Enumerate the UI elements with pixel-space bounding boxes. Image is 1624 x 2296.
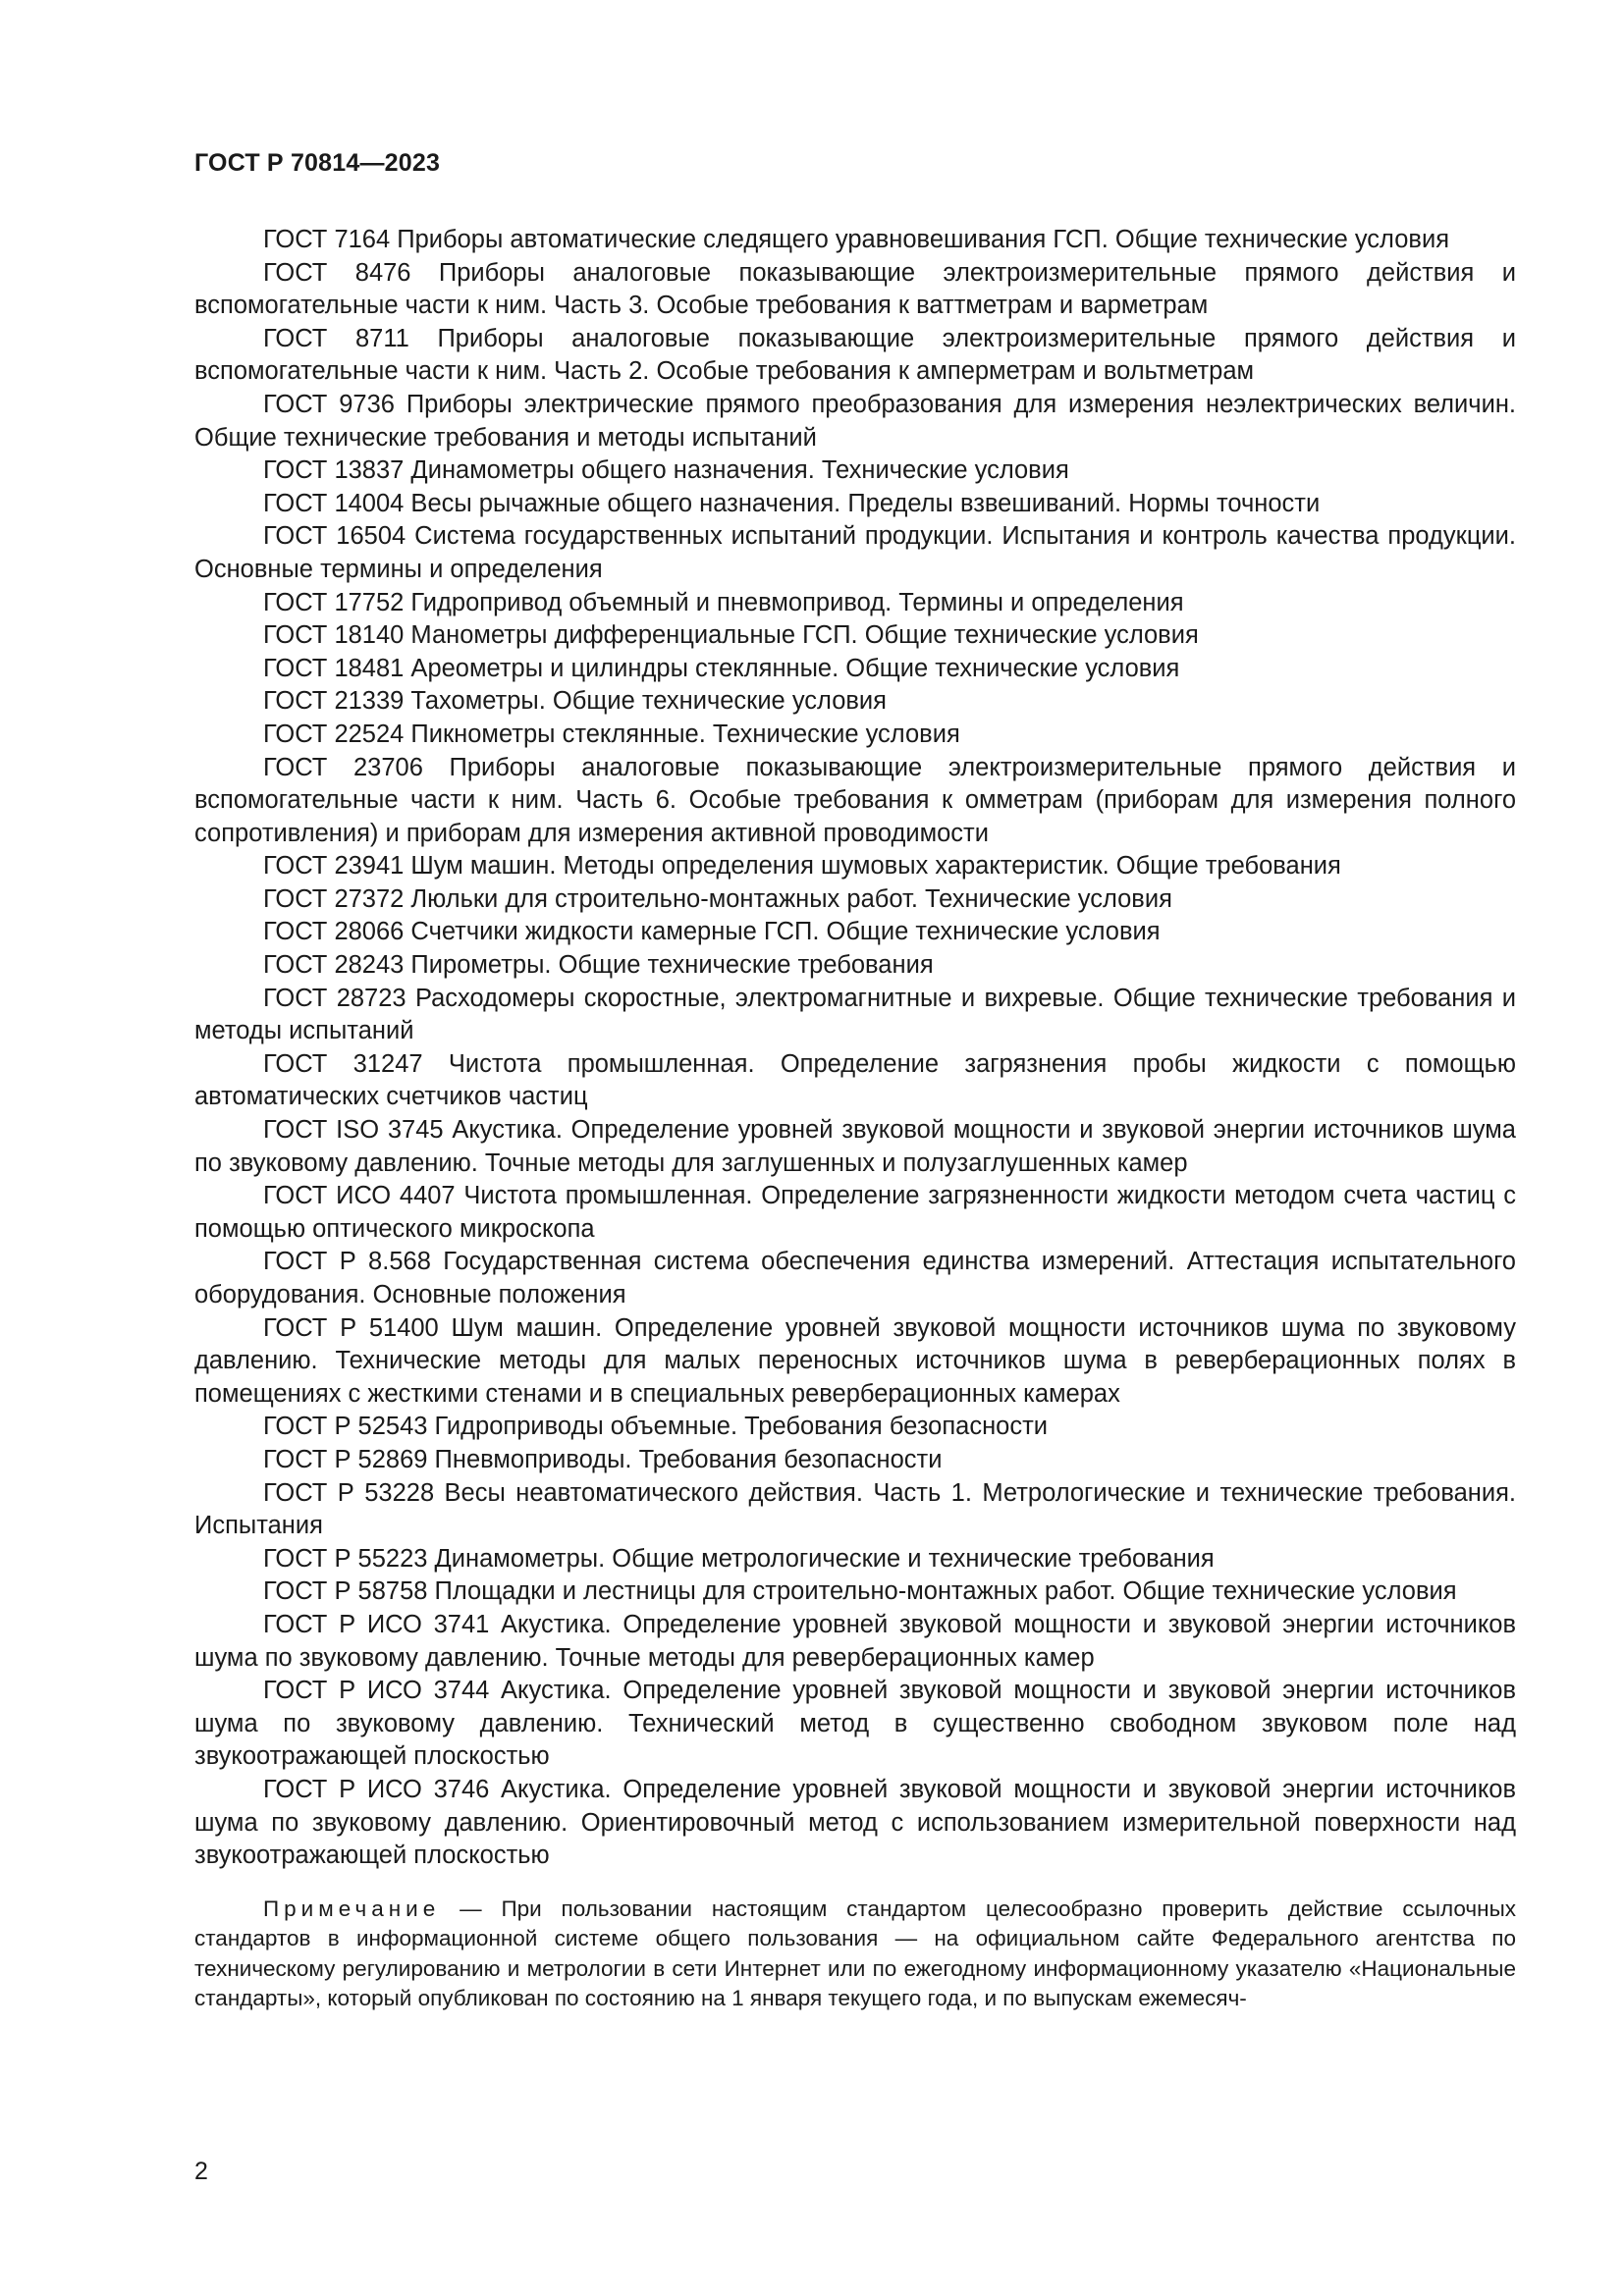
reference-item: ГОСТ Р 53228 Весы неавтоматического действия. Часть 1. Метрологические и технические требования. Испытания — [194, 1478, 1516, 1540]
reference-item: ГОСТ Р 8.568 Государственная система обеспечения единства измерений. Аттестация испытательного оборудования. Основные положения — [194, 1248, 1516, 1308]
reference-item: ГОСТ 28066 Счетчики жидкости камерные ГСП. Общие технические условия — [263, 918, 1161, 946]
reference-item: ГОСТ Р 55223 Динамометры. Общие метрологические и технические требования — [263, 1544, 1215, 1573]
reference-item: ГОСТ 14004 Весы рычажные общего назначения. Пределы взвешиваний. Нормы точности — [263, 489, 1321, 517]
reference-item: ГОСТ 7164 Приборы автоматические следящего уравновешивания ГСП. Общие технические условия — [263, 226, 1450, 253]
reference-item: ГОСТ Р 52543 Гидроприводы объемные. Требования безопасности — [263, 1413, 1049, 1441]
reference-item: ГОСТ 18140 Манометры дифференциальные ГСП. Общие технические условия — [263, 621, 1199, 650]
reference-item: ГОСТ ISO 3745 Акустика. Определение уровней звуковой мощности и звуковой энергии источников шума по звуковому давлению. Точные методы для заглушенных и полузаглушенных камер — [194, 1116, 1516, 1177]
reference-item: ГОСТ 22524 Пикнометры стеклянные. Технические условия — [263, 720, 960, 748]
reference-item: ГОСТ Р 51400 Шум машин. Определение уровней звуковой мощности источников шума по звуковому давлению. Технические методы для малых переносных источников шума в реверберационных полях в помещениях с жесткими стенами и в специальных реверберационных камерах — [194, 1313, 1516, 1408]
reference-item: ГОСТ 28243 Пирометры. Общие технические требования — [263, 951, 934, 980]
reference-item: ГОСТ 27372 Люльки для строительно-монтажных работ. Технические условия — [263, 884, 1172, 913]
note-text: — При пользовании настоящим стандартом целесообразно проверить действие ссылочных стандартов в информационной системе общего пользования — на официальном сайте Федерального агентства по техническому регулированию и метрологии в сети Интернет или по ежегодному информационному указателю «Национальные стандарты», который опубликован по состоянию на 1 января текущего года, и по выпускам ежемесяч- — [194, 1896, 1516, 2011]
reference-item: ГОСТ 23941 Шум машин. Методы определения шумовых характеристик. Общие требования — [263, 852, 1341, 881]
reference-item: ГОСТ 23706 Приборы аналоговые показывающие электроизмерительные прямого действия и вспомогательные части к ним. Часть 6. Особые требования к омметрам (приборам для измерения полного сопротивления) и приборам для измерения активной проводимости — [194, 753, 1516, 847]
reference-item: ГОСТ 8711 Приборы аналоговые показывающие электроизмерительные прямого действия и вспомогательные части к ним. Часть 2. Особые требования к амперметрам и вольтметрам — [194, 324, 1516, 386]
reference-item: ГОСТ ИСО 4407 Чистота промышленная. Определение загрязненности жидкости методом счета частиц с помощью оптического микроскопа — [194, 1182, 1516, 1243]
reference-item: ГОСТ Р 58758 Площадки и лестницы для строительно-монтажных работ. Общие технические условия — [263, 1577, 1457, 1606]
reference-item: ГОСТ Р ИСО 3744 Акустика. Определение уровней звуковой мощности и звуковой энергии источников шума по звуковому давлению. Технический метод в существенно свободном звуковом поле над звукоотражающей плоскостью — [194, 1677, 1516, 1771]
reference-item: ГОСТ Р 52869 Пневмоприводы. Требования безопасности — [263, 1445, 943, 1473]
document-header-code: ГОСТ Р 70814—2023 — [194, 149, 441, 177]
reference-item: ГОСТ 18481 Ареометры и цилиндры стеклянные. Общие технические условия — [263, 654, 1180, 682]
reference-item: ГОСТ Р ИСО 3746 Акустика. Определение уровней звуковой мощности и звуковой энергии источников шума по звуковому давлению. Ориентировочный метод с использованием измерительной поверхности над звукоотражающей плоскостью — [194, 1775, 1516, 1870]
page-number: 2 — [194, 2158, 208, 2185]
reference-list — [194, 224, 1516, 1873]
reference-item: ГОСТ 17752 Гидропривод объемный и пневмопривод. Термины и определения — [263, 588, 1184, 616]
reference-item: ГОСТ 28723 Расходомеры скоростные, электромагнитные и вихревые. Общие технические требования и методы испытаний — [194, 984, 1516, 1045]
reference-item: ГОСТ 9736 Приборы электрические прямого преобразования для измерения неэлектрических величин. Общие технические требования и методы испытаний — [194, 390, 1516, 452]
reference-item: ГОСТ 31247 Чистота промышленная. Определение загрязнения пробы жидкости с помощью автоматических счетчиков частиц — [194, 1049, 1516, 1111]
reference-item: ГОСТ Р ИСО 3741 Акустика. Определение уровней звуковой мощности и звуковой энергии источников шума по звуковому давлению. Точные методы для реверберационных камер — [194, 1610, 1516, 1672]
reference-item: ГОСТ 21339 Тахометры. Общие технические условия — [263, 687, 887, 716]
reference-item: ГОСТ 8476 Приборы аналоговые показывающие электроизмерительные прямого действия и вспомогательные части к ним. Часть 3. Особые требования к ваттметрам и варметрам — [194, 258, 1516, 320]
reference-item: ГОСТ 16504 Система государственных испытаний продукции. Испытания и контроль качества продукции. Основные термины и определения — [194, 522, 1516, 583]
note-label: Примечание — [263, 1896, 441, 1921]
note-paragraph — [194, 1895, 1516, 2014]
reference-item: ГОСТ 13837 Динамометры общего назначения. Технические условия — [263, 456, 1069, 485]
normative-references-section — [194, 224, 1516, 2036]
